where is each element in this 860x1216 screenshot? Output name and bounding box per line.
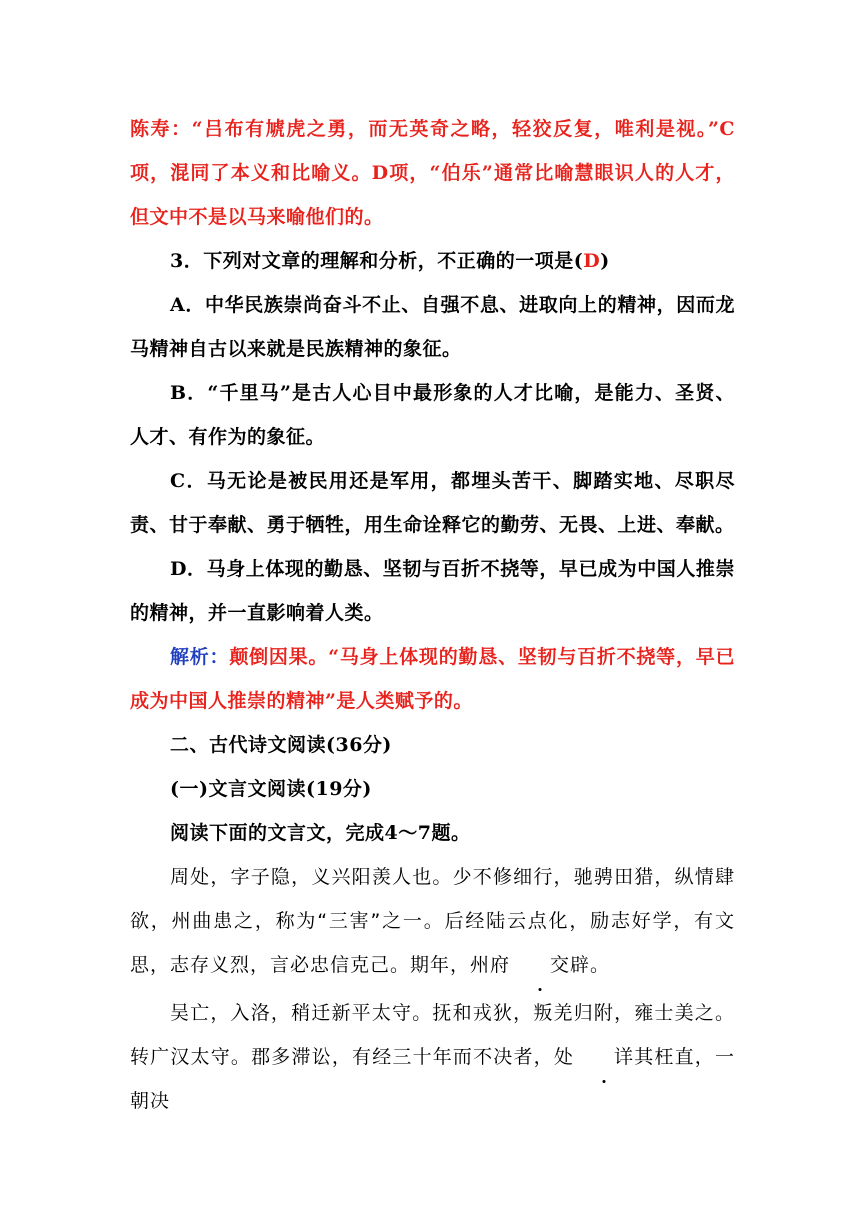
question-3-close: ) [600, 250, 610, 272]
question-3 [130, 239, 735, 283]
answer-explanation-2: 陈寿：“吕布有虓虎之勇，而无英奇之略，轻狡反复，唯利是视。”C项，混同了本义和比喻义。D项，“伯乐”通常比喻慧眼识人的人才，但文中不是以马来喻他们的。 [130, 118, 735, 228]
explanation-label: 解析： [170, 646, 230, 668]
emphasis-dot-char: 详 [574, 1035, 634, 1079]
answer-explanation-3 [130, 635, 735, 723]
option-d: D．马身上体现的勤恳、坚韧与百折不挠等，早已成为中国人推崇的精神，并一直影响着人类。 [130, 558, 735, 624]
option-c: C．马无论是被民用还是军用，都埋头苦干、脚踏实地、尽职尽责、甘于奉献、勇于牺牲，用生命诠释它的勤劳、无畏、上进、奉献。 [130, 470, 735, 536]
option-b: B．“千里马”是古人心目中最形象的人才比喻，是能力、圣贤、人才、有作为的象征。 [130, 382, 735, 448]
question-3-stem: 3．下列对文章的理解和分析，不正确的一项是( [170, 250, 584, 272]
classical-paragraph-2 [130, 991, 735, 1123]
explanation-text: 颠倒因果。“马身上体现的勤恳、坚韧与百折不挠等，早已成为中国人推崇的精神”是人类赋予的。 [130, 646, 735, 712]
question-3-answer: D [583, 250, 601, 272]
classical-text: 周处，字子隐，义兴阳羡人也。少不修细行，驰骋田猎，纵情肆欲，州曲患之，称为“三害”之一。后经陆云点化，励志好学，有文思，志存义烈，言必忠信克己。期年，州府 [130, 866, 735, 976]
classical-text: 其枉直，一朝决 [130, 1046, 735, 1112]
section-heading: 二、古代诗文阅读(36分) [170, 734, 392, 756]
option-a: A．中华民族崇尚奋斗不止、自强不息、进取向上的精神，因而龙马精神自古以来就是民族精神的象征。 [130, 294, 735, 360]
emphasis-dot-char: 交 [510, 943, 570, 987]
document-body [130, 107, 735, 1123]
reading-instruction: 阅读下面的文言文，完成4～7题。 [170, 822, 471, 844]
subsection-heading: (一)文言文阅读(19分) [170, 778, 372, 800]
classical-paragraph-1 [130, 855, 735, 987]
classical-text: 辟。 [570, 954, 611, 976]
classical-text: 吴亡，入洛，稍迁新平太守。抚和戎狄，叛羌归附，雍士美之。转广汉太守。郡多滞讼，有经三十年而不决者，处 [130, 1002, 735, 1068]
